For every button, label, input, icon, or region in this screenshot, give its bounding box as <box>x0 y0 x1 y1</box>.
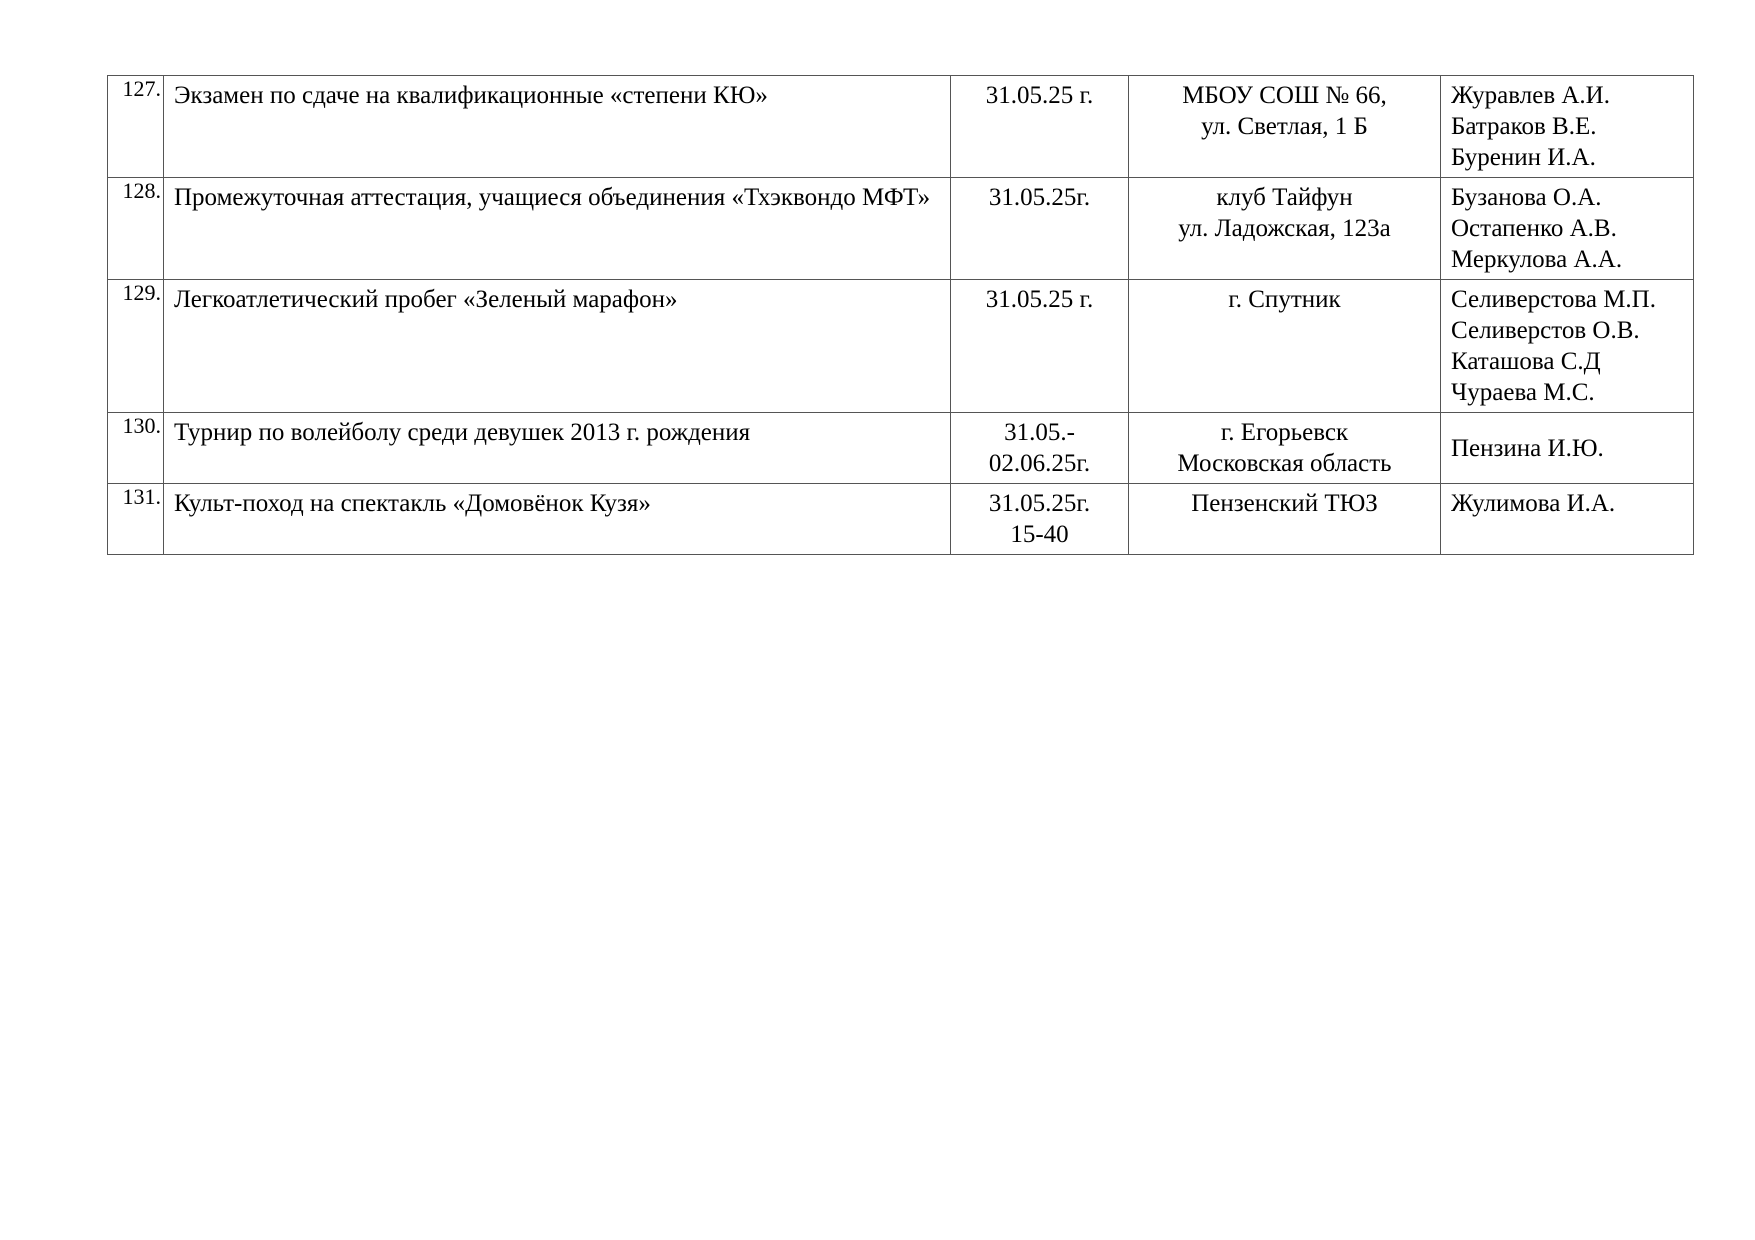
event-place <box>1129 76 1441 178</box>
date-line: 02.06.25г. <box>988 450 1091 477</box>
responsible-person: Каташова С.Д <box>1451 348 1601 375</box>
event-responsible <box>1441 413 1694 484</box>
place-line: г. Егорьевск <box>1220 419 1349 446</box>
event-date <box>951 76 1129 178</box>
event-date <box>951 413 1129 484</box>
event-responsible <box>1441 178 1694 280</box>
row-number: 131. <box>108 484 164 555</box>
event-name: Экзамен по сдаче на квалификационные «степени КЮ» <box>164 76 951 178</box>
event-date <box>951 178 1129 280</box>
table-row <box>108 484 1694 555</box>
table-row <box>108 178 1694 280</box>
place-line: Московская область <box>1177 450 1392 477</box>
event-name: Культ-поход на спектакль «Домовёнок Кузя» <box>164 484 951 555</box>
event-responsible <box>1441 280 1694 413</box>
event-place <box>1129 178 1441 280</box>
row-number: 129. <box>108 280 164 413</box>
date-line: 31.05.25 г. <box>985 82 1094 109</box>
table-row <box>108 280 1694 413</box>
date-line: 31.05.- <box>1004 419 1075 446</box>
row-number: 127. <box>108 76 164 178</box>
event-responsible <box>1441 484 1694 555</box>
date-line: 15-40 <box>1010 521 1069 548</box>
responsible-person: Селиверстова М.П. <box>1451 286 1656 313</box>
responsible-person: Селиверстов О.В. <box>1451 317 1640 344</box>
date-line: 31.05.25 г. <box>985 286 1094 313</box>
responsible-person: Журавлев А.И. <box>1451 82 1610 109</box>
row-number: 128. <box>108 178 164 280</box>
responsible-person: Чураева М.С. <box>1451 379 1595 406</box>
place-line: г. Спутник <box>1228 286 1341 313</box>
place-line: клуб Тайфун <box>1216 184 1353 211</box>
responsible-person: Жулимова И.А. <box>1451 490 1616 517</box>
event-date <box>951 280 1129 413</box>
event-responsible <box>1441 76 1694 178</box>
table-row <box>108 76 1694 178</box>
place-line: Пензенский ТЮЗ <box>1191 490 1378 517</box>
responsible-person: Батраков В.Е. <box>1451 113 1597 140</box>
date-line: 31.05.25г. <box>988 490 1091 517</box>
place-line: МБОУ СОШ № 66, <box>1182 82 1387 109</box>
responsible-person: Меркулова А.А. <box>1451 246 1623 273</box>
place-line: ул. Светлая, 1 Б <box>1201 113 1368 140</box>
event-date <box>951 484 1129 555</box>
responsible-person: Пензина И.Ю. <box>1451 434 1604 462</box>
responsible-person: Буренин И.А. <box>1451 144 1596 171</box>
event-place <box>1129 280 1441 413</box>
date-line: 31.05.25г. <box>988 184 1091 211</box>
place-line: ул. Ладожская, 123а <box>1178 215 1391 242</box>
event-place <box>1129 413 1441 484</box>
row-number: 130. <box>108 413 164 484</box>
responsible-person: Остапенко А.В. <box>1451 215 1617 242</box>
event-name: Легкоатлетический пробег «Зеленый марафон» <box>164 280 951 413</box>
responsible-person: Бузанова О.А. <box>1451 184 1602 211</box>
events-table <box>107 75 1694 555</box>
event-name: Турнир по волейболу среди девушек 2013 г. рождения <box>164 413 951 484</box>
table-row <box>108 413 1694 484</box>
event-place <box>1129 484 1441 555</box>
event-name: Промежуточная аттестация, учащиеся объединения «Тхэквондо МФТ» <box>164 178 951 280</box>
